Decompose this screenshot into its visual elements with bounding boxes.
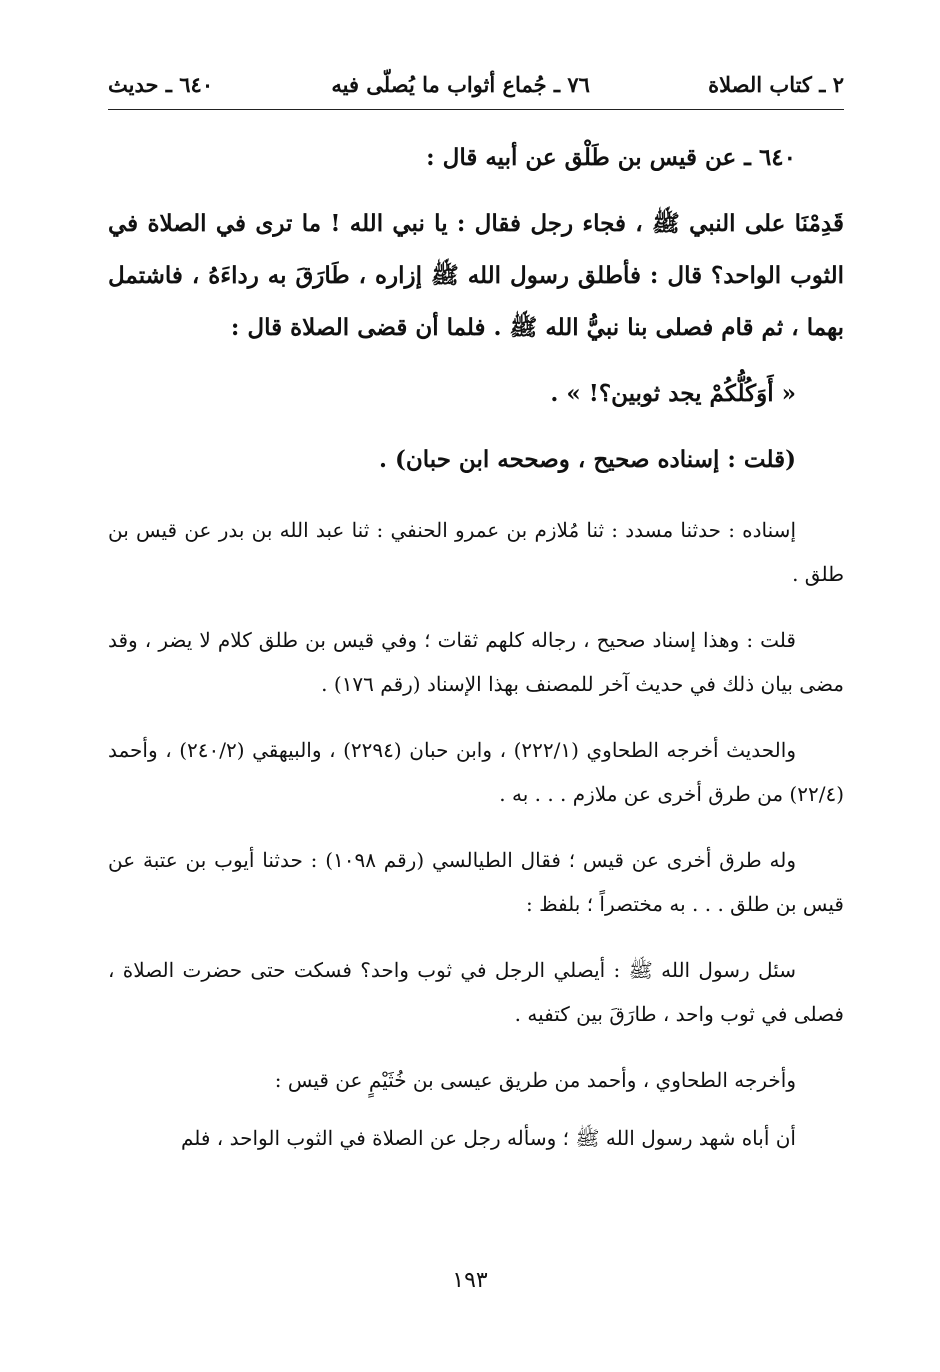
hadith-text: قَدِمْنَا على النبي ﷺ ، فجاء رجل فقال : يا نبي الله ! ما ترى في الصلاة في الثوب الواحد؟ قال : فأطلق رسول الله ﷺ إزاره ، طَارَقَ به رداءَهُ ، فاشتمل بهما ، ثم قام فصلى بنا نبيُّ الله ﷺ . فلما أن قضى الصلاة قال : [108, 210, 844, 341]
other-routes-paragraph: وله طرق أخرى عن قيس ؛ فقال الطيالسي (رقم ١٠٩٨) : حدثنا أيوب بن عتبة عن قيس بن طلق . . . به مختصراً ؛ بلفظ : [108, 848, 844, 916]
hadith-saying: « أَوَكُلُّكُمْ يجد ثوبين؟! » . [550, 380, 796, 407]
isnad-paragraph: إسناده : حدثنا مسدد : ثنا مُلازم بن عمرو الحنفي : ثنا عبد الله بن بدر عن قيس بن طلق . [108, 518, 844, 586]
quoted-narration: سئل رسول الله ﷺ : أيصلي الرجل في ثوب واحد؟ فسكت حتى حضرت الصلاة ، فصلى في ثوب واحد ، طارَقَ بين كتفيه . [108, 958, 844, 1026]
authenticity-note: (قلت : إسناده صحيح ، وصححه ابن حبان) . [378, 446, 796, 473]
continued-narration: أن أباه شهد رسول الله ﷺ ؛ وسأله رجل عن الصلاة في الثوب الواحد ، فلم [180, 1126, 796, 1150]
page-number: ١٩٣ [452, 1268, 488, 1293]
running-header [108, 72, 844, 97]
takhrij-paragraph: والحديث أخرجه الطحاوي (٢٢٢/١) ، وابن حبان (٢٢٩٤) ، والبيهقي (٢٤٠/٢) ، وأحمد (٢٢/٤) من طرق أخرى عن ملازم . . . به . [108, 738, 844, 806]
hadith-heading: ٦٤٠ ـ عن قيس بن طَلْق عن أبيه قال : [426, 144, 796, 171]
further-takhrij: وأخرجه الطحاوي ، وأحمد من طريق عيسى بن خُثَيْمٍ عن قيس : [274, 1068, 796, 1092]
page-body [108, 132, 844, 1160]
header-hadith-number: ٦٤٠ ـ حديث [108, 72, 214, 97]
header-chapter-title: ٧٦ ـ جُماع أثواب ما يُصلّى فيه [331, 72, 590, 97]
header-divider [108, 109, 844, 110]
header-book-title: ٢ ـ كتاب الصلاة [708, 72, 844, 97]
commentary-paragraph: قلت : وهذا إسناد صحيح ، رجاله كلهم ثقات ؛ وفي قيس بن طلق كلام لا يضر ، وقد مضى بيان ذلك في حديث آخر للمصنف بهذا الإسناد (رقم ١٧٦) . [108, 628, 844, 696]
